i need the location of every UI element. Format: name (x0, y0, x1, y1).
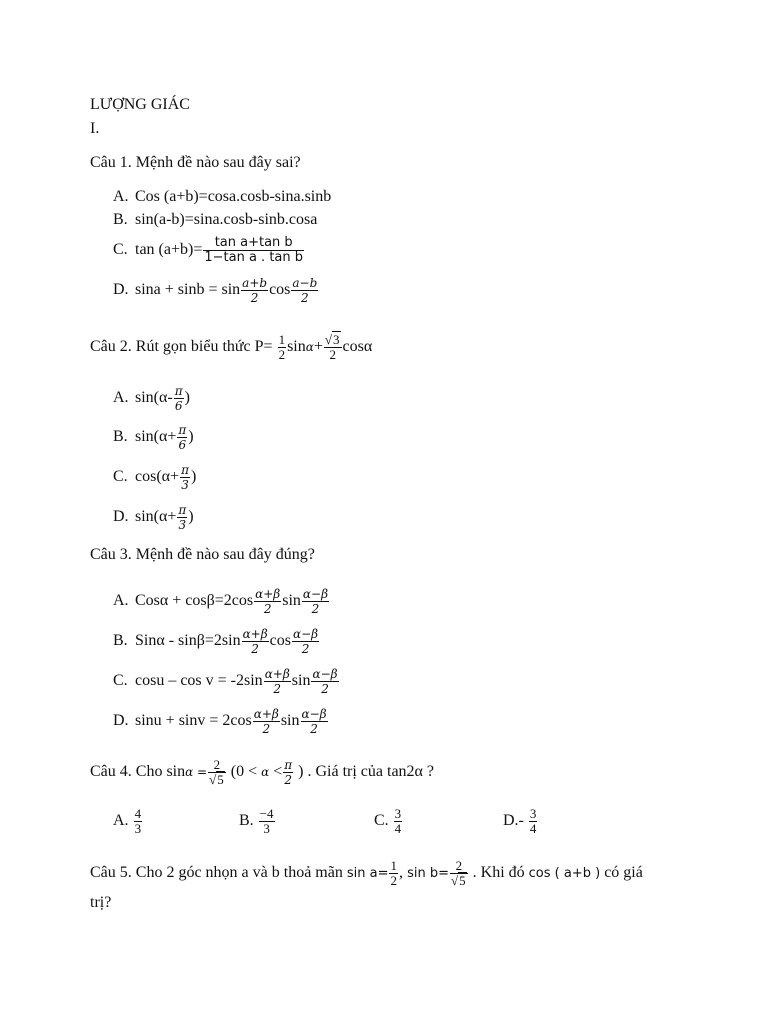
fraction (134, 807, 143, 836)
option-text: tan (a+b)= (135, 241, 203, 259)
fraction-numerator: π (178, 503, 187, 517)
option-label: B. (113, 211, 128, 228)
option-text: sin(a-b)=sina.cosb-sinb.cosa (135, 211, 318, 228)
option-label: A. (113, 188, 129, 205)
q1-option-d (113, 276, 319, 305)
radicand: 3 (333, 332, 340, 347)
fraction-denominator: 4 (394, 821, 402, 836)
option-text: sinu + sinv = 2cos (135, 712, 252, 730)
fraction-denominator: 2 (278, 347, 286, 362)
question-3-stem: Câu 3. Mệnh đề nào sau đây đúng? (90, 546, 315, 563)
option-text: Cosα + cosβ=2cos (135, 592, 254, 610)
fraction (174, 384, 184, 413)
option-label: D. (113, 508, 129, 526)
option-text: sin (280, 712, 300, 730)
question-1-stem: Câu 1. Mệnh đề nào sau đây sai? (90, 154, 301, 171)
fraction-denominator: 2 (251, 642, 259, 656)
fraction (242, 627, 269, 656)
fraction-numerator: π (174, 384, 183, 398)
stem-text: < (269, 763, 283, 781)
option-text: ) (190, 468, 197, 486)
fraction-numerator: a+b (242, 276, 268, 290)
fraction-denominator (208, 773, 226, 787)
option-text: cos(α+ (135, 468, 180, 486)
option-text: sin(α- (135, 389, 173, 407)
fraction-denominator: 2 (263, 602, 272, 616)
q4-option-d (503, 807, 538, 836)
fraction-denominator: 2 (390, 873, 397, 888)
fraction-denominator: 2 (262, 722, 271, 736)
fraction-numerator: α+β (264, 667, 290, 681)
fraction-denominator: 2 (301, 642, 310, 656)
fraction-denominator: 6 (178, 438, 187, 452)
question-4-stem (90, 758, 434, 787)
fraction (311, 667, 338, 696)
fraction-denominator: 2 (321, 682, 329, 696)
fraction-numerator: a−b (292, 276, 318, 290)
fraction (177, 503, 187, 532)
q2-option-b (113, 423, 194, 452)
option-label: C. (113, 468, 128, 486)
option-text: Cos (a+b)=cosa.cosb-sina.sinb (135, 188, 332, 205)
option-label: B. (113, 632, 128, 650)
option-label: D. (113, 712, 129, 730)
fraction (394, 807, 403, 836)
stem-text: cosα (342, 338, 373, 356)
q3-option-c (113, 667, 340, 696)
option-text: Sinα - sinβ=2sin (135, 632, 241, 650)
stem-text: (0 < (226, 763, 262, 781)
q3-option-a (113, 587, 330, 616)
radicand: 5 (459, 873, 466, 888)
alpha-symbol: α (261, 765, 270, 780)
fraction (254, 587, 281, 616)
sqrt-symbol: √5 (209, 772, 224, 787)
fraction-denominator: 1−tan a . tan b (204, 250, 304, 265)
question-5-continuation: trị? (90, 894, 112, 911)
fraction (253, 707, 280, 736)
option-label: A. (113, 389, 129, 407)
option-text: cos (269, 632, 291, 650)
q2-option-c (113, 463, 196, 492)
question-5-stem (90, 859, 643, 888)
fraction-numerator (324, 333, 342, 348)
document-title: LƯỢNG GIÁC (90, 96, 190, 113)
fraction (324, 333, 342, 362)
fraction (241, 276, 268, 305)
q1-option-a (113, 187, 331, 207)
fraction-denominator: 3 (178, 518, 187, 532)
option-text: ) (188, 508, 194, 526)
q1-option-c (113, 236, 305, 265)
q4-option-a (113, 807, 143, 836)
fraction-denominator: 2 (329, 347, 336, 362)
option-text: cosu – cos v = -2sin (135, 672, 263, 690)
alpha-symbol: α (305, 340, 314, 355)
option-label: A. (113, 812, 129, 830)
option-text: sin(α+ (135, 428, 177, 446)
q2-option-a (113, 384, 190, 413)
fraction-numerator: α−β (301, 707, 327, 721)
q1-option-b (113, 210, 317, 230)
fraction-denominator: 2 (310, 722, 318, 736)
fraction-numerator: α+β (242, 627, 268, 641)
option-text: cos (269, 281, 291, 299)
section-number: I. (90, 120, 100, 137)
stem-text: Câu 5. Cho 2 góc nhọn a và b thoả mãn (90, 864, 347, 882)
math-text: sin a= (346, 866, 389, 882)
q4-option-b (239, 807, 276, 836)
option-text: sin(α+ (135, 508, 177, 526)
math-text: , (398, 864, 403, 882)
fraction (208, 758, 226, 787)
option-label: B. (239, 812, 254, 830)
stem-text: ) . Giá trị của tan2α ? (294, 763, 435, 781)
fraction-denominator: 2 (301, 291, 309, 305)
alpha-symbol: α = (185, 765, 208, 780)
fraction (302, 587, 329, 616)
fraction-denominator: 3 (263, 821, 270, 836)
fraction (283, 758, 293, 787)
stem-text: . Khi đó (468, 864, 529, 882)
fraction-numerator: α+β (253, 707, 279, 721)
fraction (278, 333, 287, 362)
fraction (292, 627, 319, 656)
sqrt-symbol: √5 (451, 873, 466, 888)
fraction-numerator: α−β (302, 587, 329, 601)
stem-text: Câu 4. Cho sin (90, 763, 186, 781)
fraction-denominator: 3 (181, 478, 189, 492)
fraction-numerator: π (178, 423, 187, 437)
q4-option-c (374, 807, 403, 836)
fraction-numerator: α−β (293, 627, 319, 641)
q3-option-d (113, 707, 329, 736)
fraction-denominator: 2 (250, 291, 259, 305)
fraction-denominator: 4 (529, 821, 537, 836)
fraction-denominator: 2 (311, 602, 320, 616)
option-text: sin (291, 672, 311, 690)
stem-text: sin (287, 338, 306, 356)
option-label: D. (113, 281, 129, 299)
fraction (180, 463, 190, 492)
stem-text: có giá (600, 864, 643, 882)
option-text: sin (282, 592, 301, 610)
option-label: B. (113, 428, 128, 446)
option-text: ) (184, 389, 190, 407)
fraction-numerator: 2 (450, 859, 468, 874)
option-text: sina + sinb = sin (135, 281, 241, 299)
fraction-numerator: α+β (255, 587, 281, 601)
fraction-denominator: 3 (134, 821, 142, 836)
radicand: 5 (217, 772, 224, 787)
option-label: C. (374, 812, 389, 830)
fraction-denominator: 2 (273, 682, 282, 696)
fraction-numerator: −4 (259, 806, 274, 821)
option-label: A. (113, 592, 129, 610)
fraction (389, 859, 398, 888)
stem-text: + (313, 338, 323, 356)
fraction (301, 707, 328, 736)
fraction (450, 859, 468, 888)
fraction (264, 667, 291, 696)
question-2-stem (90, 333, 372, 362)
math-text: sin b= (402, 866, 450, 882)
option-label: C. (113, 672, 128, 690)
option-text: ) (188, 428, 194, 446)
fraction (291, 276, 318, 305)
fraction (259, 807, 275, 836)
fraction-numerator: α−β (312, 667, 338, 681)
fraction-numerator: 4 (134, 806, 142, 821)
fraction-numerator: 3 (394, 806, 402, 821)
fraction-numerator: 1 (390, 858, 397, 873)
fraction-denominator (450, 874, 468, 888)
q3-option-b (113, 627, 320, 656)
fraction-denominator: 2 (284, 773, 293, 787)
option-label: D.- (503, 812, 524, 830)
q2-option-d (113, 503, 194, 532)
option-label: C. (113, 241, 128, 259)
stem-text: Câu 2. Rút gọn biểu thức P= (90, 338, 277, 356)
fraction-numerator: π (284, 758, 293, 772)
fraction-numerator: 1 (278, 332, 286, 347)
fraction-numerator: tan a+tan b (203, 236, 304, 251)
fraction (177, 423, 187, 452)
fraction-numerator: 2 (208, 758, 226, 773)
fraction-denominator: 6 (174, 399, 183, 413)
sqrt-symbol: √3 (324, 332, 340, 347)
fraction (529, 807, 538, 836)
fraction (203, 236, 304, 265)
fraction-numerator: 3 (529, 806, 537, 821)
fraction-numerator: π (181, 463, 189, 477)
math-text: cos ( a+b ) (528, 866, 601, 882)
